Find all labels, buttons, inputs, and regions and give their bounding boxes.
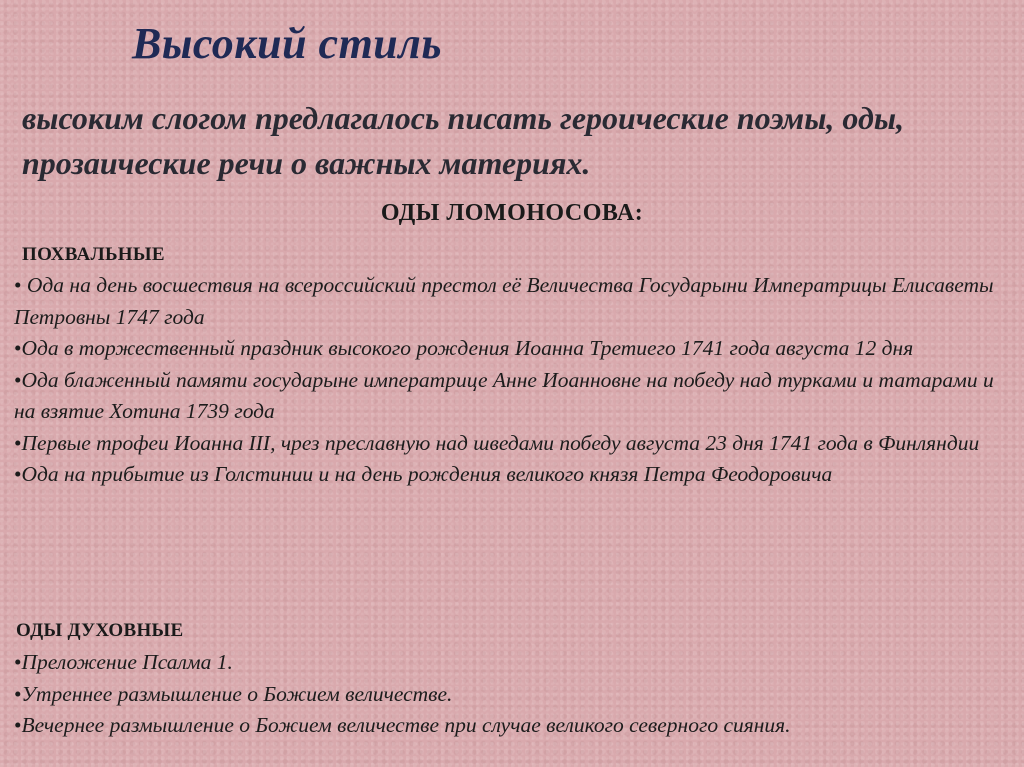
list-item — [14, 679, 1004, 711]
list-item-text: Ода блаженный памяти государыне императрице Анне Иоанновне на победу над турками и татарами и на взятие Хотина 1739 года — [14, 367, 994, 423]
list-item — [14, 428, 1004, 460]
list-item-text: Ода на день восшествия на всероссийский престол её Величества Государыни Императрицы Елисаветы Петровны 1747 года — [14, 273, 994, 329]
section-heading-praise: ПОХВАЛЬНЫЕ — [22, 244, 165, 265]
praise-odes-list — [14, 270, 1004, 491]
list-item-text: Ода на прибытие из Голстинии и на день рождения великого князя Петра Феодоровича — [21, 462, 833, 486]
list-item-text: Преложение Псалма 1. — [21, 650, 233, 674]
list-item — [14, 459, 1004, 491]
list-item — [14, 333, 1004, 365]
section-heading-spiritual: ОДЫ ДУХОВНЫЕ — [16, 620, 184, 641]
list-item — [14, 647, 1004, 679]
list-item — [14, 710, 1004, 742]
list-item-text: Утреннее размышление о Божием величестве. — [21, 681, 453, 706]
odes-subtitle: ОДЫ ЛОМОНОСОВА: — [380, 200, 644, 226]
list-item — [14, 365, 1004, 428]
list-item-text: Ода в торжественный праздник высокого рождения Иоанна Третиего 1741 года августа 12 дня — [21, 336, 914, 360]
slide-title: Высокий стиль — [132, 19, 442, 68]
list-item — [14, 270, 1004, 333]
spiritual-odes-list — [14, 647, 1004, 742]
list-item-text: Вечернее размышление о Божием величестве при случае великого северного сияния. — [21, 713, 791, 737]
list-item-text: Первые трофеи Иоанна III, чрез преславную над шведами победу августа 23 дня 1741 года в Финляндии — [21, 430, 980, 455]
intro-text: высоким слогом предлагалось писать героические поэмы, оды, прозаические речи о важных материях. — [22, 100, 905, 181]
